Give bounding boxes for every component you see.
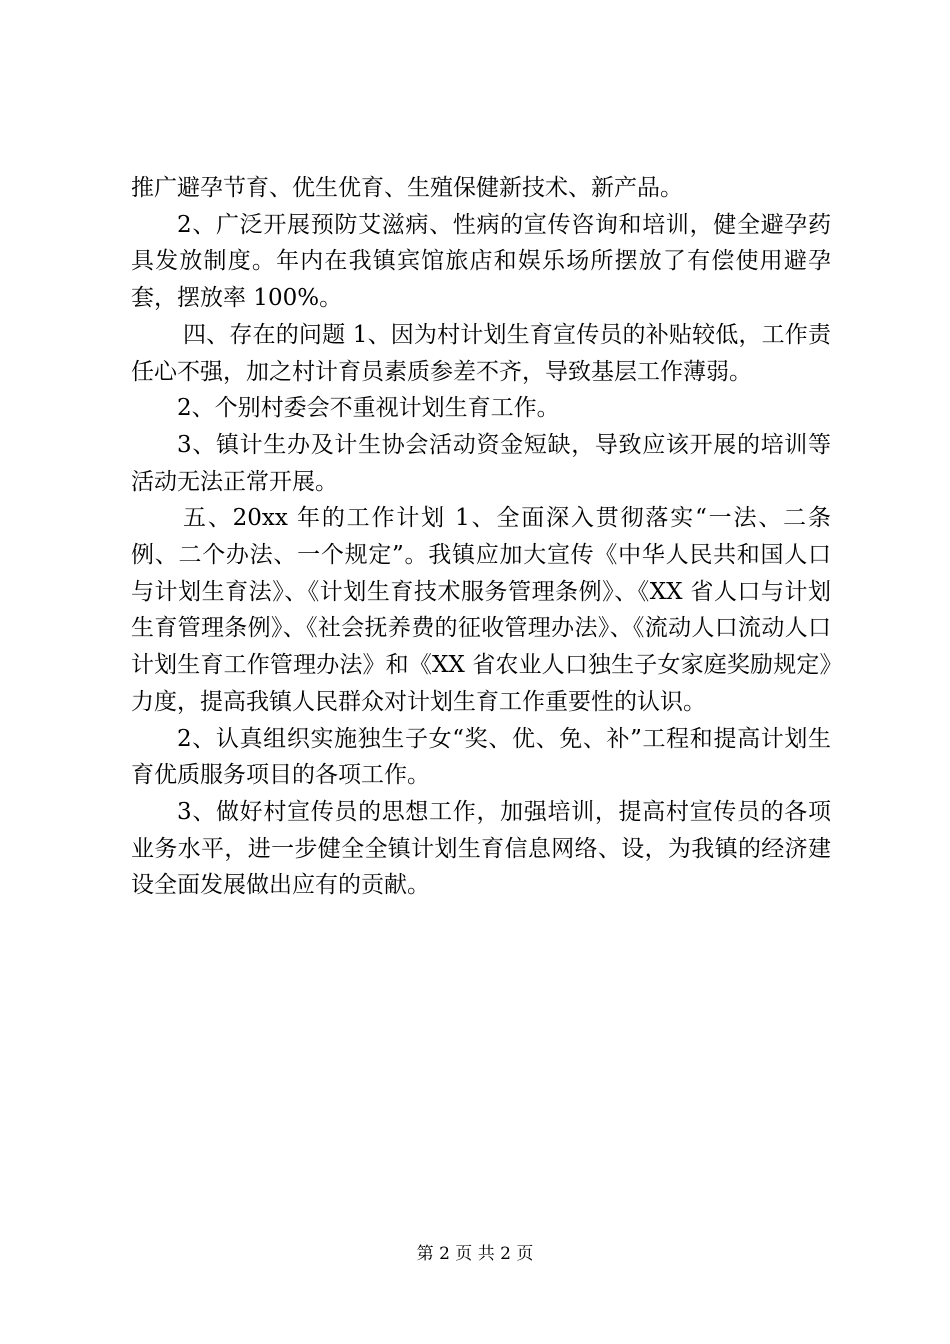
paragraph-section-4-problems: 四、存在的问题 1、因为村计划生育宣传员的补贴较低，工作责任心不强，加之村计育员素质参差不齐，导致基层工作薄弱。 — [131, 321, 831, 385]
document-body — [131, 170, 831, 904]
paragraph-item-2-aids-prevention: 2、广泛开展预防艾滋病、性病的宣传咨询和培训，健全避孕药具发放制度。年内在我镇宾馆旅店和娱乐场所摆放了有偿使用避孕套，摆放率 100%。 — [131, 211, 831, 312]
paragraph-continuation: 推广避孕节育、优生优育、生殖保健新技术、新产品。 — [131, 175, 683, 201]
paragraph-problem-2: 2、个别村委会不重视计划生育工作。 — [177, 395, 560, 422]
paragraph-plan-2: 2、认真组织实施独生子女“奖、优、免、补”工程和提高计划生育优质服务项目的各项工作。 — [131, 725, 831, 789]
paragraph-plan-3: 3、做好村宣传员的思想工作，加强培训，提高村宣传员的各项业务水平，进一步健全全镇计划生育信息网络、设，为我镇的经济建设全面发展做出应有的贡献。 — [131, 798, 831, 899]
paragraph-section-5-plan: 五、20xx 年的工作计划 1、全面深入贯彻落实“一法、二条例、二个办法、一个规定”。我镇应加大宣传《中华人民共和国人口与计划生育法》、《计划生育技术服务管理条例》、《XX 省人口与计划生育管理条例》、《社会抚养费的征收管理办法》、《流动人口流动人口计划生育工作管理办法》和《XX 省农业人口独生子女家庭奖励规定》力度，提高我镇人民群众对计划生育工作重要性的认识。 — [131, 505, 831, 715]
page-footer: 第 2 页 共 2 页 — [416, 1244, 534, 1264]
paragraph-problem-3: 3、镇计生办及计生协会活动资金短缺，导致应该开展的培训等活动无法正常开展。 — [131, 431, 831, 495]
